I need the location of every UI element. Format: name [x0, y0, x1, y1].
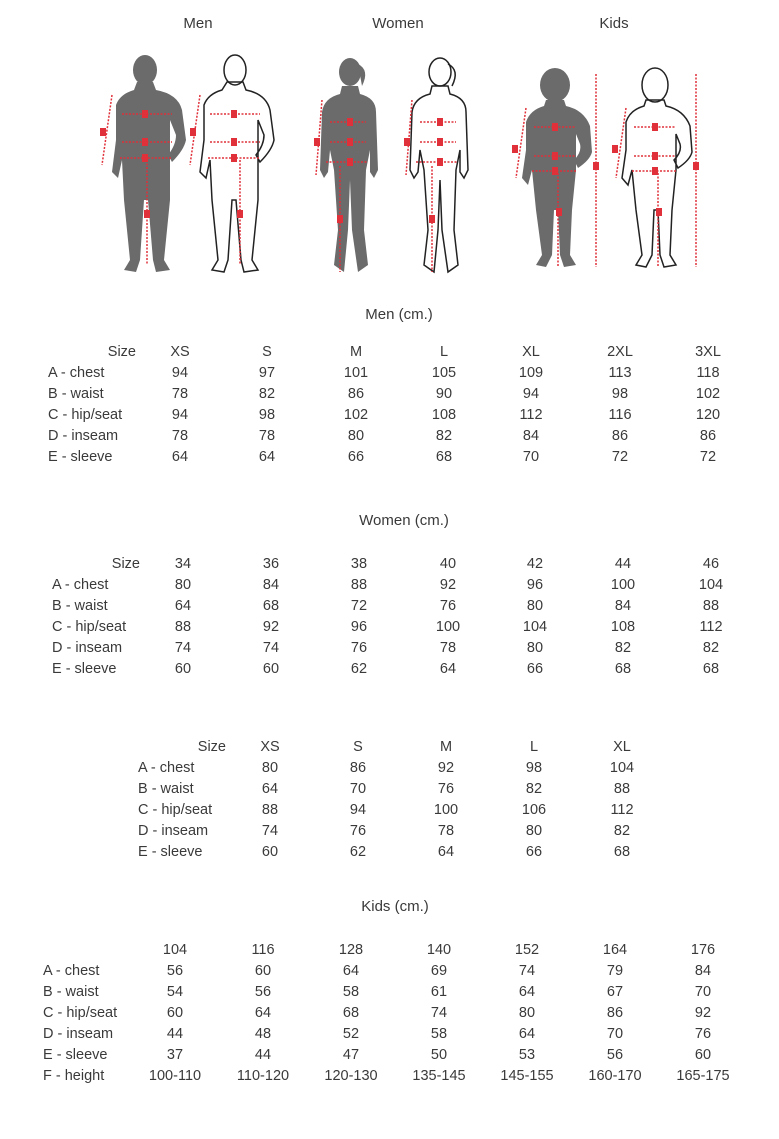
table-cell: 94 — [171, 365, 189, 381]
table-cell: 52 — [342, 1026, 360, 1042]
row-label: E - sleeve — [48, 449, 113, 465]
table-cell: 74 — [262, 640, 280, 656]
table-cell: 82 — [613, 823, 631, 839]
table-cell: 82 — [702, 640, 720, 656]
table-cell: 68 — [614, 661, 632, 677]
table-cell: 64 — [261, 781, 279, 797]
table-cell: 102 — [343, 407, 369, 423]
table-cell: 68 — [613, 844, 631, 860]
row-label: C - hip/seat — [43, 1005, 118, 1021]
table-cell: 116 — [608, 407, 632, 423]
table-cell: 60 — [166, 1005, 184, 1021]
table-cell: 96 — [526, 577, 544, 593]
table-cell: 97 — [258, 365, 276, 381]
size-header: 40 — [439, 556, 457, 572]
table-cell: 80 — [525, 823, 543, 839]
table-cell: 64 — [171, 449, 189, 465]
table-cell: 70 — [694, 984, 712, 1000]
table-cell: 47 — [342, 1047, 360, 1063]
table-cell: 74 — [174, 640, 192, 656]
table-cell: 92 — [439, 577, 457, 593]
table-cell: 92 — [262, 619, 280, 635]
size-header: 152 — [514, 942, 540, 958]
table-cell: 94 — [171, 407, 189, 423]
table-cell: 78 — [258, 428, 276, 444]
table-cell: 120-130 — [324, 1068, 378, 1084]
table-cell: 61 — [430, 984, 448, 1000]
table-cell: 74 — [430, 1005, 448, 1021]
row-label: B - waist — [138, 781, 194, 797]
table-cell: 112 — [519, 407, 543, 423]
table-cell: 62 — [350, 661, 368, 677]
row-label: A - chest — [138, 760, 195, 776]
table-cell: 88 — [174, 619, 192, 635]
table-cell: 66 — [525, 844, 543, 860]
size-header: XL — [522, 344, 540, 360]
table-cell: 64 — [439, 661, 457, 677]
row-label: B - waist — [52, 598, 108, 614]
table-cell: 44 — [254, 1047, 272, 1063]
row-label: D - inseam — [138, 823, 209, 839]
table-cell: 84 — [262, 577, 280, 593]
row-label: A - chest — [43, 963, 100, 979]
table-cell: 76 — [350, 640, 368, 656]
table-cell: 68 — [702, 661, 720, 677]
size-header-label: Size — [107, 344, 136, 360]
figure-label-kids: Kids — [599, 15, 629, 32]
table-cell: 56 — [254, 984, 272, 1000]
table-cell: 68 — [342, 1005, 360, 1021]
size-header: XS — [260, 739, 280, 755]
table-cell: 68 — [435, 449, 453, 465]
table-cell: 98 — [258, 407, 276, 423]
table-cell: 145-155 — [500, 1068, 554, 1084]
size-header: M — [439, 739, 453, 755]
women-table-title: Women (cm.) — [359, 512, 449, 529]
table-cell: 82 — [258, 386, 276, 402]
table-cell: 50 — [430, 1047, 448, 1063]
table-cell: 62 — [349, 844, 367, 860]
row-label: A - chest — [52, 577, 109, 593]
table-cell: 78 — [437, 823, 455, 839]
size-header: 140 — [426, 942, 452, 958]
table-cell: 60 — [262, 661, 280, 677]
table-cell: 104 — [522, 619, 548, 635]
table-cell: 165-175 — [676, 1068, 730, 1084]
table-cell: 66 — [526, 661, 544, 677]
table-cell: 92 — [437, 760, 455, 776]
table-cell: 79 — [606, 963, 624, 979]
table-cell: 88 — [261, 802, 279, 818]
table-cell: 86 — [699, 428, 717, 444]
table-cell: 58 — [342, 984, 360, 1000]
table-cell: 96 — [350, 619, 368, 635]
man-silhouette-icon — [112, 55, 186, 272]
men-table-title: Men (cm.) — [365, 306, 433, 323]
size-header: S — [353, 739, 363, 755]
table-cell: 94 — [522, 386, 540, 402]
table-cell: 98 — [611, 386, 629, 402]
table-cell: 56 — [606, 1047, 624, 1063]
size-header: 42 — [526, 556, 544, 572]
table-cell: 98 — [525, 760, 543, 776]
table-cell: 160-170 — [588, 1068, 642, 1084]
table-cell: 80 — [261, 760, 279, 776]
kids-measurement-figures — [500, 60, 720, 280]
table-cell: 60 — [694, 1047, 712, 1063]
table-cell: 80 — [347, 428, 365, 444]
table-cell: 109 — [518, 365, 544, 381]
table-cell: 104 — [698, 577, 724, 593]
table-cell: 90 — [435, 386, 453, 402]
row-label: A - chest — [48, 365, 105, 381]
table-cell: 112 — [699, 619, 723, 635]
size-header: S — [262, 344, 272, 360]
table-cell: 58 — [430, 1026, 448, 1042]
table-cell: 56 — [166, 963, 184, 979]
table-cell: 60 — [261, 844, 279, 860]
size-header: L — [529, 739, 539, 755]
table-cell: 82 — [614, 640, 632, 656]
row-label: E - sleeve — [138, 844, 203, 860]
table-cell: 53 — [518, 1047, 536, 1063]
row-label: C - hip/seat — [48, 407, 123, 423]
table-cell: 88 — [350, 577, 368, 593]
size-header: L — [439, 344, 449, 360]
size-header-label: Size — [197, 739, 226, 755]
table-cell: 70 — [349, 781, 367, 797]
table-cell: 64 — [518, 1026, 536, 1042]
table-cell: 101 — [343, 365, 369, 381]
table-cell: 118 — [696, 365, 720, 381]
table-cell: 48 — [254, 1026, 272, 1042]
table-cell: 60 — [254, 963, 272, 979]
table-cell: 69 — [430, 963, 448, 979]
table-cell: 70 — [606, 1026, 624, 1042]
table-cell: 54 — [166, 984, 184, 1000]
table-cell: 72 — [350, 598, 368, 614]
table-cell: 76 — [437, 781, 455, 797]
row-label: E - sleeve — [43, 1047, 108, 1063]
size-header: 38 — [350, 556, 368, 572]
table-cell: 76 — [694, 1026, 712, 1042]
women-measurement-figures — [300, 50, 480, 280]
table-cell: 113 — [608, 365, 632, 381]
size-header: M — [349, 344, 363, 360]
table-cell: 108 — [610, 619, 636, 635]
table-cell: 64 — [258, 449, 276, 465]
table-cell: 72 — [611, 449, 629, 465]
size-header: 3XL — [695, 344, 721, 360]
table-cell: 86 — [347, 386, 365, 402]
table-cell: 64 — [437, 844, 455, 860]
table-cell: 112 — [610, 802, 634, 818]
size-header: 36 — [262, 556, 280, 572]
size-header: XL — [613, 739, 631, 755]
row-label: D - inseam — [48, 428, 119, 444]
row-label: C - hip/seat — [52, 619, 127, 635]
figure-label-men: Men — [183, 15, 213, 32]
table-cell: 66 — [347, 449, 365, 465]
table-cell: 67 — [606, 984, 624, 1000]
size-header-label: Size — [111, 556, 140, 572]
table-cell: 104 — [609, 760, 635, 776]
table-cell: 44 — [166, 1026, 184, 1042]
row-label: E - sleeve — [52, 661, 117, 677]
table-cell: 76 — [439, 598, 457, 614]
table-cell: 86 — [611, 428, 629, 444]
table-cell: 135-145 — [412, 1068, 466, 1084]
size-header: 104 — [162, 942, 188, 958]
table-cell: 100-110 — [148, 1068, 202, 1084]
table-cell: 84 — [522, 428, 540, 444]
table-cell: 68 — [262, 598, 280, 614]
row-label: F - height — [43, 1068, 105, 1084]
table-cell: 74 — [518, 963, 536, 979]
table-cell: 80 — [174, 577, 192, 593]
table-cell: 94 — [349, 802, 367, 818]
size-header: XS — [170, 344, 190, 360]
table-cell: 88 — [613, 781, 631, 797]
table-cell: 78 — [171, 386, 189, 402]
table-cell: 102 — [695, 386, 721, 402]
row-label: D - inseam — [52, 640, 123, 656]
row-label: D - inseam — [43, 1026, 114, 1042]
table-cell: 100 — [433, 802, 459, 818]
size-header: 164 — [602, 942, 628, 958]
figure-label-women: Women — [372, 15, 424, 32]
table-cell: 86 — [606, 1005, 624, 1021]
table-cell: 72 — [699, 449, 717, 465]
table-cell: 70 — [522, 449, 540, 465]
table-cell: 80 — [518, 1005, 536, 1021]
size-header: 176 — [690, 942, 716, 958]
row-label: B - waist — [48, 386, 104, 402]
table-cell: 110-120 — [236, 1068, 290, 1084]
size-header: 116 — [251, 942, 275, 958]
size-header: 2XL — [607, 344, 633, 360]
table-cell: 37 — [166, 1047, 184, 1063]
size-header: 34 — [174, 556, 192, 572]
table-cell: 76 — [349, 823, 367, 839]
size-header: 46 — [702, 556, 720, 572]
table-cell: 88 — [702, 598, 720, 614]
size-header: 128 — [338, 942, 364, 958]
table-cell: 108 — [431, 407, 457, 423]
kids-table-title: Kids (cm.) — [361, 898, 429, 915]
table-cell: 82 — [525, 781, 543, 797]
table-cell: 80 — [526, 640, 544, 656]
table-cell: 64 — [174, 598, 192, 614]
table-cell: 100 — [435, 619, 461, 635]
table-cell: 92 — [694, 1005, 712, 1021]
table-cell: 60 — [174, 661, 192, 677]
table-cell: 84 — [614, 598, 632, 614]
table-cell: 82 — [435, 428, 453, 444]
man-outline-icon — [200, 55, 274, 272]
table-cell: 106 — [521, 802, 547, 818]
table-cell: 64 — [518, 984, 536, 1000]
table-cell: 100 — [610, 577, 636, 593]
row-label: B - waist — [43, 984, 99, 1000]
row-label: C - hip/seat — [138, 802, 213, 818]
table-cell: 105 — [431, 365, 457, 381]
table-cell: 64 — [254, 1005, 272, 1021]
table-cell: 64 — [342, 963, 360, 979]
table-cell: 78 — [439, 640, 457, 656]
table-cell: 78 — [171, 428, 189, 444]
table-cell: 86 — [349, 760, 367, 776]
table-cell: 84 — [694, 963, 712, 979]
table-cell: 74 — [261, 823, 279, 839]
table-cell: 120 — [695, 407, 721, 423]
table-cell: 80 — [526, 598, 544, 614]
men-measurement-figures — [90, 50, 290, 280]
size-header: 44 — [614, 556, 632, 572]
